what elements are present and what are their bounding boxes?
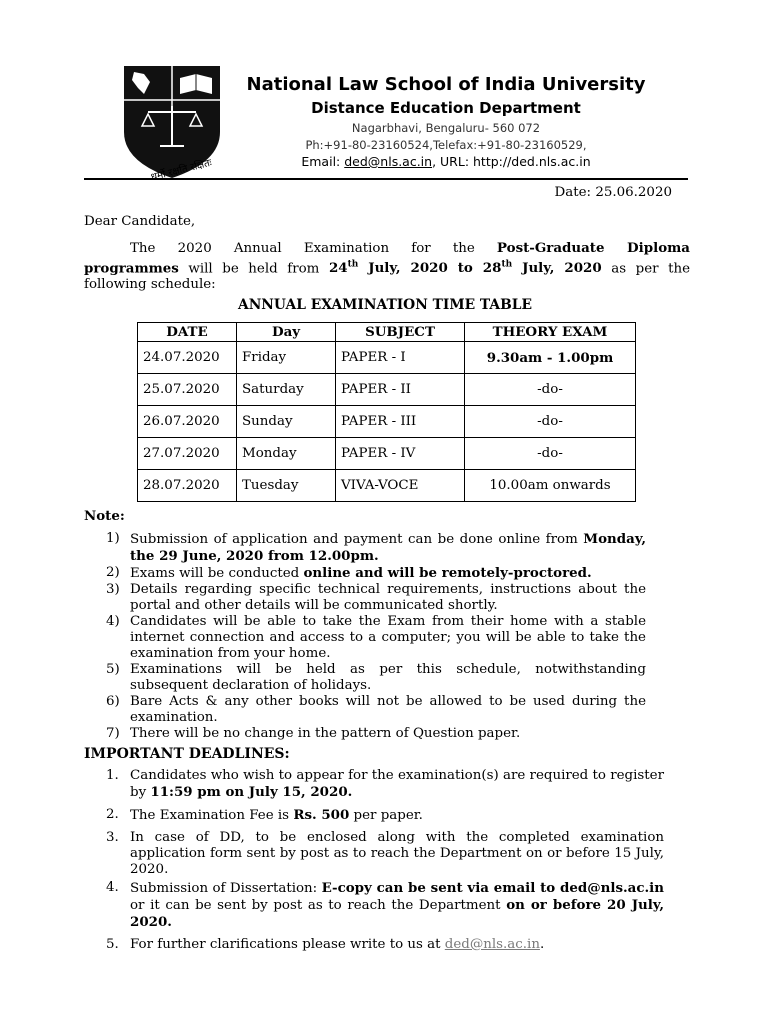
cell-time: 9.30am - 1.00pm (465, 342, 636, 374)
table-row (138, 470, 636, 502)
cell-day: Tuesday (237, 470, 336, 502)
notes-list (84, 531, 646, 742)
list-item: 6) Bare Acts & any other books will not be allowed to be used during the examination. (106, 694, 646, 725)
salutation: Dear Candidate, (84, 214, 196, 229)
phone-line: Ph:+91-80-23160524,Telefax:+91-80-23160529, (305, 138, 587, 152)
table-row (138, 374, 636, 406)
cell-date: 26.07.2020 (138, 406, 237, 438)
table-row (138, 438, 636, 470)
cell-time: -do- (465, 374, 636, 406)
cell-time: -do- (465, 406, 636, 438)
intro-paragraph: The 2020 Annual Examination for the Post-Graduate Diploma programmes will be held from 24th July, 2020 to 28th July, 2020 as per the following schedule: (84, 240, 691, 293)
department-name: Distance Education Department (311, 99, 581, 117)
list-item: 4. Submission of Dissertation: E-copy can be sent via email to ded@nls.ac.in or it can be sent by post as to reach the Department on or before 20 July, 2020. (106, 880, 665, 930)
list-item: 3. In case of DD, to be enclosed along with the completed examination application form sent by post as to reach the Department on or before 15 July, 2020. (106, 830, 664, 877)
cell-subject: PAPER - III (336, 406, 465, 438)
deadlines-heading: IMPORTANT DEADLINES: (84, 746, 290, 762)
cell-subject: VIVA-VOCE (336, 470, 465, 502)
list-item: 1. Candidates who wish to appear for the examination(s) are required to register by 11:59 pm on July 15, 2020. (106, 768, 664, 800)
deadlines-list (84, 768, 664, 953)
list-item: 7) There will be no change in the pattern of Question paper. (106, 726, 521, 741)
header-date: DATE (138, 323, 237, 342)
cell-date: 27.07.2020 (138, 438, 237, 470)
list-item: 3) Details regarding specific technical requirements, instructions about the portal and other details will be communicated shortly. (106, 582, 646, 613)
cell-subject: PAPER - II (336, 374, 465, 406)
table-header-row (138, 323, 636, 342)
list-item: 5. For further clarifications please write to us at ded@nls.ac.in. (106, 937, 545, 952)
cell-subject: PAPER - IV (336, 438, 465, 470)
cell-time: -do- (465, 438, 636, 470)
cell-day: Friday (237, 342, 336, 374)
letterhead-email[interactable]: ded@nls.ac.in (344, 154, 433, 169)
contact-email-link[interactable]: ded@nls.ac.in (444, 937, 540, 952)
header-day: Day (237, 323, 336, 342)
list-item: 1) Submission of application and payment can be done online from Monday, the 29 June, 2020 from 12.00pm. (106, 531, 646, 564)
email-url-line: Email: ded@nls.ac.in, URL: http://ded.nls.ac.in (301, 154, 591, 169)
timetable-title: ANNUAL EXAMINATION TIME TABLE (237, 297, 533, 313)
table-row (138, 406, 636, 438)
cell-date: 25.07.2020 (138, 374, 237, 406)
institution-name: National Law School of India University (246, 74, 646, 95)
logo-motto: धर्मो रक्षति रक्षितः (149, 157, 213, 184)
cell-date: 28.07.2020 (138, 470, 237, 502)
note-heading: Note: (84, 508, 125, 524)
cell-day: Monday (237, 438, 336, 470)
table-row (138, 342, 636, 374)
list-item: 5) Examinations will be held as per this schedule, notwithstanding subsequent declaration of holidays. (106, 662, 646, 693)
header-theory-exam: THEORY EXAM (465, 323, 636, 342)
cell-date: 24.07.2020 (138, 342, 237, 374)
list-item: 2) Exams will be conducted online and will be remotely-proctored. (106, 565, 592, 581)
header-subject: SUBJECT (336, 323, 465, 342)
list-item: 4) Candidates will be able to take the Exam from their home with a stable internet connection and access to a computer; you will be able to take the examination from your home. (106, 614, 646, 661)
cell-day: Saturday (237, 374, 336, 406)
cell-day: Sunday (237, 406, 336, 438)
address-line: Nagarbhavi, Bengaluru- 560 072 (351, 121, 541, 135)
exam-timetable (137, 322, 636, 502)
cell-time: 10.00am onwards (465, 470, 636, 502)
cell-subject: PAPER - I (336, 342, 465, 374)
date-line: Date: 25.06.2020 (554, 185, 672, 200)
letterhead-rule (84, 178, 688, 180)
list-item: 2. The Examination Fee is Rs. 500 per paper. (106, 807, 423, 823)
